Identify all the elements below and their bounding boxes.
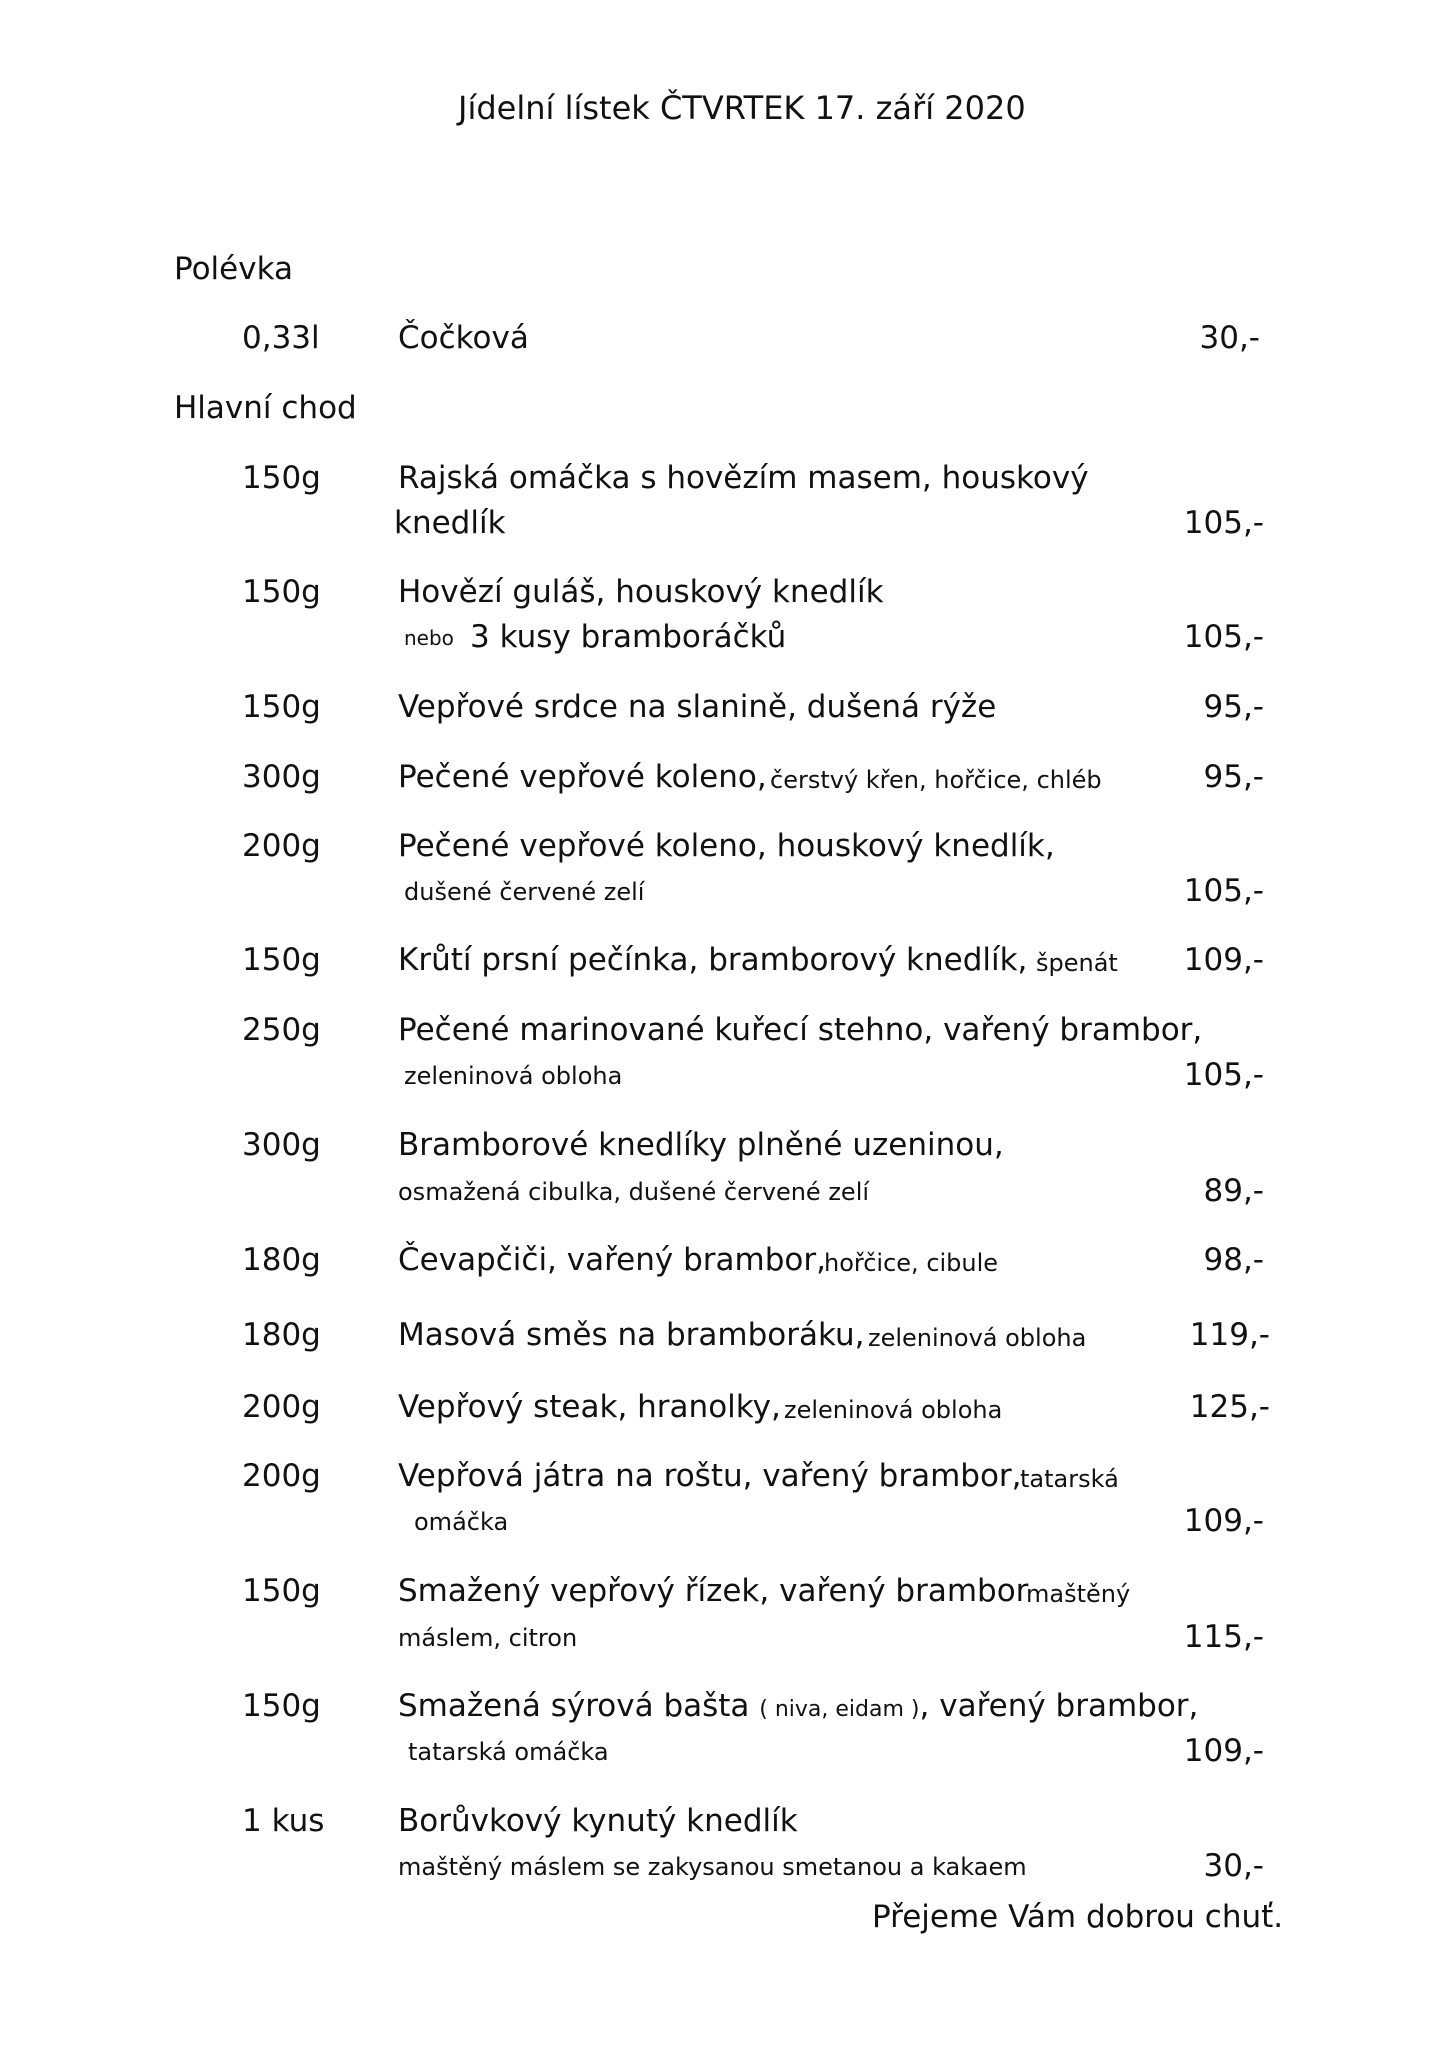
section-heading-soup: Polévka [174,251,293,287]
item-price: 105,- [1183,1057,1264,1093]
item-amount: 180g [242,1242,321,1278]
item-amount: 0,33l [242,320,320,356]
item-note: zeleninová obloha [868,1324,1087,1352]
item-note: nebo [404,626,454,650]
item-amount: 180g [242,1317,321,1353]
item-note: čerstvý křen, hořčice, chléb [770,766,1102,794]
item-name: Hovězí guláš, houskový knedlík [398,574,884,610]
item-amount: 150g [242,689,321,725]
item-name: Vepřová játra na roštu, vařený brambor, [398,1458,1022,1494]
item-price: 109,- [1183,1733,1264,1769]
item-price: 105,- [1183,505,1264,541]
item-name: Krůtí prsní pečínka, bramborový knedlík, [398,942,1028,978]
item-amount: 300g [242,1127,321,1163]
item-price: 30,- [1199,320,1260,356]
item-name-cont: 3 kusy bramboráčků [470,619,787,655]
section-heading-main: Hlavní chod [174,390,357,426]
item-price: 30,- [1203,1848,1264,1884]
item-price: 115,- [1183,1619,1264,1655]
item-price: 89,- [1203,1173,1264,1209]
item-note: dušené červené zelí [404,878,645,906]
item-note: maštěný máslem se zakysanou smetanou a kakaem [398,1853,1027,1881]
item-name: Pečené vepřové koleno, houskový knedlík, [398,828,1055,864]
item-name: Masová směs na bramboráku, [398,1317,865,1353]
item-amount: 150g [242,1573,321,1609]
item-name: Borůvkový kynutý knedlík [398,1803,798,1839]
item-name: Vepřové srdce na slanině, dušená rýže [398,689,997,725]
item-note: tatarská omáčka [408,1738,609,1766]
item-amount: 150g [242,942,321,978]
item-name: Rajská omáčka s hovězím masem, houskový [398,460,1089,496]
item-name: Čevapčiči, vařený brambor, [398,1242,826,1278]
item-note: hořčice, cibule [824,1249,999,1277]
item-amount: 150g [242,1688,321,1724]
item-price: 98,- [1203,1242,1264,1278]
item-note: maštěný [1026,1580,1131,1608]
item-note: špenát [1036,949,1118,977]
item-price: 105,- [1183,619,1264,655]
item-price: 95,- [1203,689,1264,725]
item-note: omáčka [414,1508,509,1536]
item-name-part: Smažená sýrová bašta [398,1688,750,1724]
item-name: Smažený vepřový řízek, vařený brambor [398,1573,1029,1609]
item-amount: 200g [242,828,321,864]
item-amount: 200g [242,1458,321,1494]
item-name: Čočková [398,320,529,356]
item-note: zeleninová obloha [784,1396,1003,1424]
item-note: zeleninová obloha [404,1062,623,1090]
item-name [398,1688,1199,1724]
item-name: Pečené vepřové koleno, [398,759,767,795]
item-amount: 300g [242,759,321,795]
item-note: máslem, citron [398,1624,578,1652]
item-amount: 150g [242,574,321,610]
item-amount: 200g [242,1389,321,1425]
item-amount: 1 kus [242,1803,325,1839]
item-price: 125,- [1189,1389,1270,1425]
item-amount: 250g [242,1012,321,1048]
item-name: Bramborové knedlíky plněné uzeninou, [398,1127,1004,1163]
item-note: tatarská [1020,1465,1119,1493]
item-name: Vepřový steak, hranolky, [398,1389,781,1425]
item-price: 109,- [1183,942,1264,978]
item-price: 105,- [1183,873,1264,909]
item-price: 95,- [1203,759,1264,795]
item-name-part: , vařený brambor, [919,1688,1199,1724]
item-note: ( niva, eidam ) [759,1697,920,1722]
item-name-cont: knedlík [394,505,506,541]
item-note: osmažená cibulka, dušené červené zelí [398,1178,870,1206]
closing-greeting: Přejeme Vám dobrou chuť. [872,1899,1284,1935]
page-title: Jídelní lístek ČTVRTEK 17. září 2020 [458,89,1026,127]
item-name: Pečené marinované kuřecí stehno, vařený brambor, [398,1012,1203,1048]
item-price: 109,- [1183,1503,1264,1539]
item-amount: 150g [242,460,321,496]
item-price: 119,- [1189,1317,1270,1353]
